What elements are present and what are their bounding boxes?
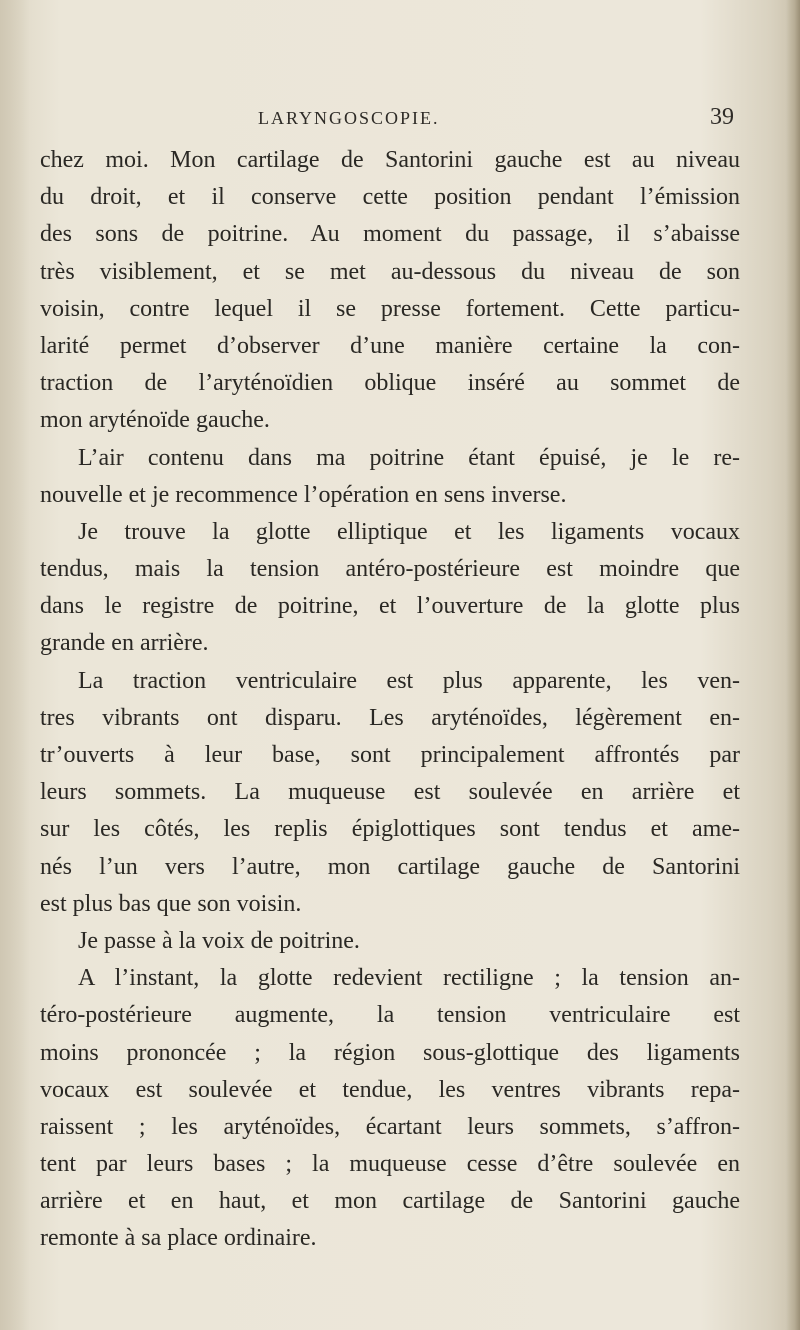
text-line: larité permet d’observer d’une manière certaine la con- (40, 332, 740, 359)
text-line: traction de l’aryténoïdien oblique inséré au sommet de (40, 370, 740, 397)
text-line: chez moi. Mon cartilage de Santorini gauche est au niveau (40, 147, 740, 173)
text-line: tent par leurs bases ; la muqueuse cesse d’être soulevée en (40, 1151, 740, 1178)
text-line: nés l’un vers l’autre, mon cartilage gauche de Santorini (40, 853, 740, 880)
text-line: A l’instant, la glotte redevient rectiligne ; la tension an- (78, 965, 740, 992)
page-header (40, 104, 740, 134)
text-line: leurs sommets. La muqueuse est soulevée en arrière et (40, 779, 740, 806)
text-line: des sons de poitrine. Au moment du passage, il s’abaisse (40, 221, 740, 248)
text-line: arrière et en haut, et mon cartilage de Santorini gauche (40, 1188, 740, 1215)
text-line: remonte à sa place ordinaire. (40, 1225, 317, 1252)
text-line: vocaux est soulevée et tendue, les ventres vibrants repa- (40, 1076, 740, 1103)
text-line: L’air contenu dans ma poitrine étant épuisé, je le re- (78, 444, 740, 471)
text-line: mon aryténoïde gauche. (40, 407, 270, 434)
page-gutter-shadow (0, 0, 30, 1330)
text-line: du droit, et il conserve cette position pendant l’émission (40, 184, 740, 211)
text-line: voisin, contre lequel il se presse fortement. Cette particu- (40, 295, 740, 322)
text-line: très visiblement, et se met au-dessous du niveau de son (40, 258, 740, 285)
body-text (40, 142, 740, 1258)
text-line: moins prononcée ; la région sous-glottique des ligaments (40, 1039, 740, 1066)
text-line: téro-postérieure augmente, la tension ventriculaire est (40, 1002, 740, 1029)
text-line: Je passe à la voix de poitrine. (78, 927, 360, 954)
text-line: tendus, mais la tension antéro-postérieure est moindre que (40, 556, 740, 583)
text-line: raissent ; les aryténoïdes, écartant leurs sommets, s’affron- (40, 1113, 740, 1140)
text-line: Je trouve la glotte elliptique et les ligaments vocaux (78, 518, 740, 545)
page-edge-shadow (786, 0, 800, 1330)
text-line: dans le registre de poitrine, et l’ouverture de la glotte plus (40, 593, 740, 620)
text-line: tr’ouverts à leur base, sont principalement affrontés par (40, 742, 740, 768)
text-line: La traction ventriculaire est plus apparente, les ven- (78, 667, 740, 694)
text-line: tres vibrants ont disparu. Les aryténoïdes, légèrement en- (40, 704, 740, 731)
text-line: sur les côtés, les replis épiglottiques sont tendus et ame- (40, 816, 740, 843)
text-line: nouvelle et je recommence l’opération en sens inverse. (40, 481, 567, 508)
text-line: grande en arrière. (40, 630, 209, 657)
page-number: 39 (710, 104, 734, 130)
running-title: LARYNGOSCOPIE. (258, 108, 440, 128)
text-line: est plus bas que son voisin. (40, 890, 302, 917)
